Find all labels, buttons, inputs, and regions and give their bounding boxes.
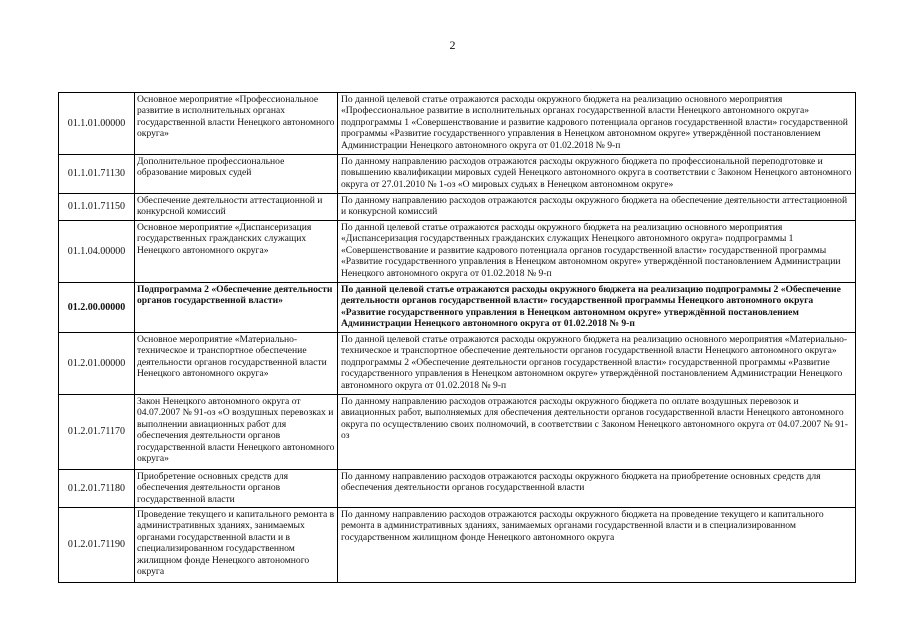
row-code: 01.2.01.71170 [59,395,135,470]
row-code: 01.1.04.00000 [59,221,135,283]
table-row [59,333,856,395]
table-row [59,508,856,583]
row-description: По данной целевой статье отражаются расходы окружного бюджета на реализацию подпрограммы 2 «Обеспечение деятельности органов государственной власти» государственной программы Ненецкого автономного округа «Развитие государственного управления в Ненецком автономном округе» утверждённой постановлением Администрации Ненецкого автономного округа от 01.02.2018 № 9-п [338,283,856,333]
row-code: 01.2.01.71180 [59,470,135,508]
row-name: Проведение текущего и капитального ремонта в административных зданиях, занимаемых органами государственной власти и в специализированном государственном жилищном фонде Ненецкого автономного округа [135,508,338,583]
row-name: Приобретение основных средств для обеспечения деятельности органов государственной власти [135,470,338,508]
row-description: По данной целевой статье отражаются расходы окружного бюджета на реализацию основного мероприятия «Материально-техническое и транспортное обеспечение деятельности органов государственной власти Ненецкого автономного округа» подпрограммы 2 «Обеспечение деятельности органов государственной власти» государственной программы «Развитие государственного управления в Ненецком автономном округе» утверждённой постановлением Администрации Ненецкого автономного округа от 01.02.2018 № 9-п [338,333,856,395]
row-code: 01.2.00.00000 [59,283,135,333]
table-row-subprogram [59,283,856,333]
table-row [59,221,856,283]
row-code: 01.2.01.71190 [59,508,135,583]
row-name: Обеспечение деятельности аттестационной и конкурсной комиссий [135,194,338,221]
row-description: По данной целевой статье отражаются расходы окружного бюджета на реализацию основного мероприятия «Профессиональное развитие в исполнительных органах государственной власти Ненецкого автономного округа» подпрограммы 1 «Совершенствование и развитие кадрового потенциала органов государственной власти» государственной программы «Развитие государственного управления в Ненецком автономном округе» утверждённой постановлением Администрации Ненецкого автономного округа от 01.02.2018 № 9-п [338,93,856,155]
row-description: По данному направлению расходов отражаются расходы окружного бюджета по оплате воздушных перевозок и авиационных работ, выполняемых для обеспечения деятельности органов государственной власти Ненецкого автономного округа по осуществлению своих полномочий, в соответствии с Законом Ненецкого автономного округа от 04.07.2007 № 91-оз [338,395,856,470]
row-description: По данной целевой статье отражаются расходы окружного бюджета на реализацию основного мероприятия «Диспансеризация государственных гражданских служащих Ненецкого автономного округа» подпрограммы 1 «Совершенствование и развитие кадрового потенциала органов государственной власти» государственной программы «Развитие государственного управления в Ненецком автономном округе» утверждённой постановлением Администрации Ненецкого автономного округа от 01.02.2018 № 9-п [338,221,856,283]
table-row [59,194,856,221]
row-code: 01.1.01.00000 [59,93,135,155]
table-row [59,155,856,194]
row-name: Основное мероприятие «Материально-техническое и транспортное обеспечение деятельности органов государственной власти Ненецкого автономного округа» [135,333,338,395]
budget-classification-table [58,92,856,583]
row-name: Подпрограмма 2 «Обеспечение деятельности органов государственной власти» [135,283,338,333]
row-name: Закон Ненецкого автономного округа от 04.07.2007 № 91-оз «О воздушных перевозках и выполнении авиационных работ для обеспечения деятельности органов государственной власти Ненецкого автономного округа» [135,395,338,470]
row-description: По данному направлению расходов отражаются расходы окружного бюджета по профессиональной переподготовке и повышению квалификации мировых судей Ненецкого автономного округа в соответствии с Законом Ненецкого автономного округа от 27.01.2010 № 1-оз «О мировых судьях в Ненецком автономном округе» [338,155,856,194]
row-code: 01.1.01.71150 [59,194,135,221]
row-description: По данному направлению расходов отражаются расходы окружного бюджета на проведение текущего и капитального ремонта в административных зданиях, занимаемых органами государственной власти и в специализированном государственном жилищном фонде Ненецкого автономного округа [338,508,856,583]
row-description: По данному направлению расходов отражаются расходы окружного бюджета на обеспечение деятельности аттестационной и конкурсной комиссий [338,194,856,221]
row-name: Основное мероприятие «Диспансеризация государственных гражданских служащих Ненецкого автономного округа» [135,221,338,283]
table-row [59,395,856,470]
page-number: 2 [449,38,456,52]
row-name: Основное мероприятие «Профессиональное развитие в исполнительных органах государственной власти Ненецкого автономного округа» [135,93,338,155]
table-row [59,93,856,155]
row-code: 01.2.01.00000 [59,333,135,395]
row-code: 01.1.01.71130 [59,155,135,194]
row-description: По данному направлению расходов отражаются расходы окружного бюджета на приобретение основных средств для обеспечения деятельности органов государственной власти [338,470,856,508]
row-name: Дополнительное профессиональное образование мировых судей [135,155,338,194]
table-row [59,470,856,508]
